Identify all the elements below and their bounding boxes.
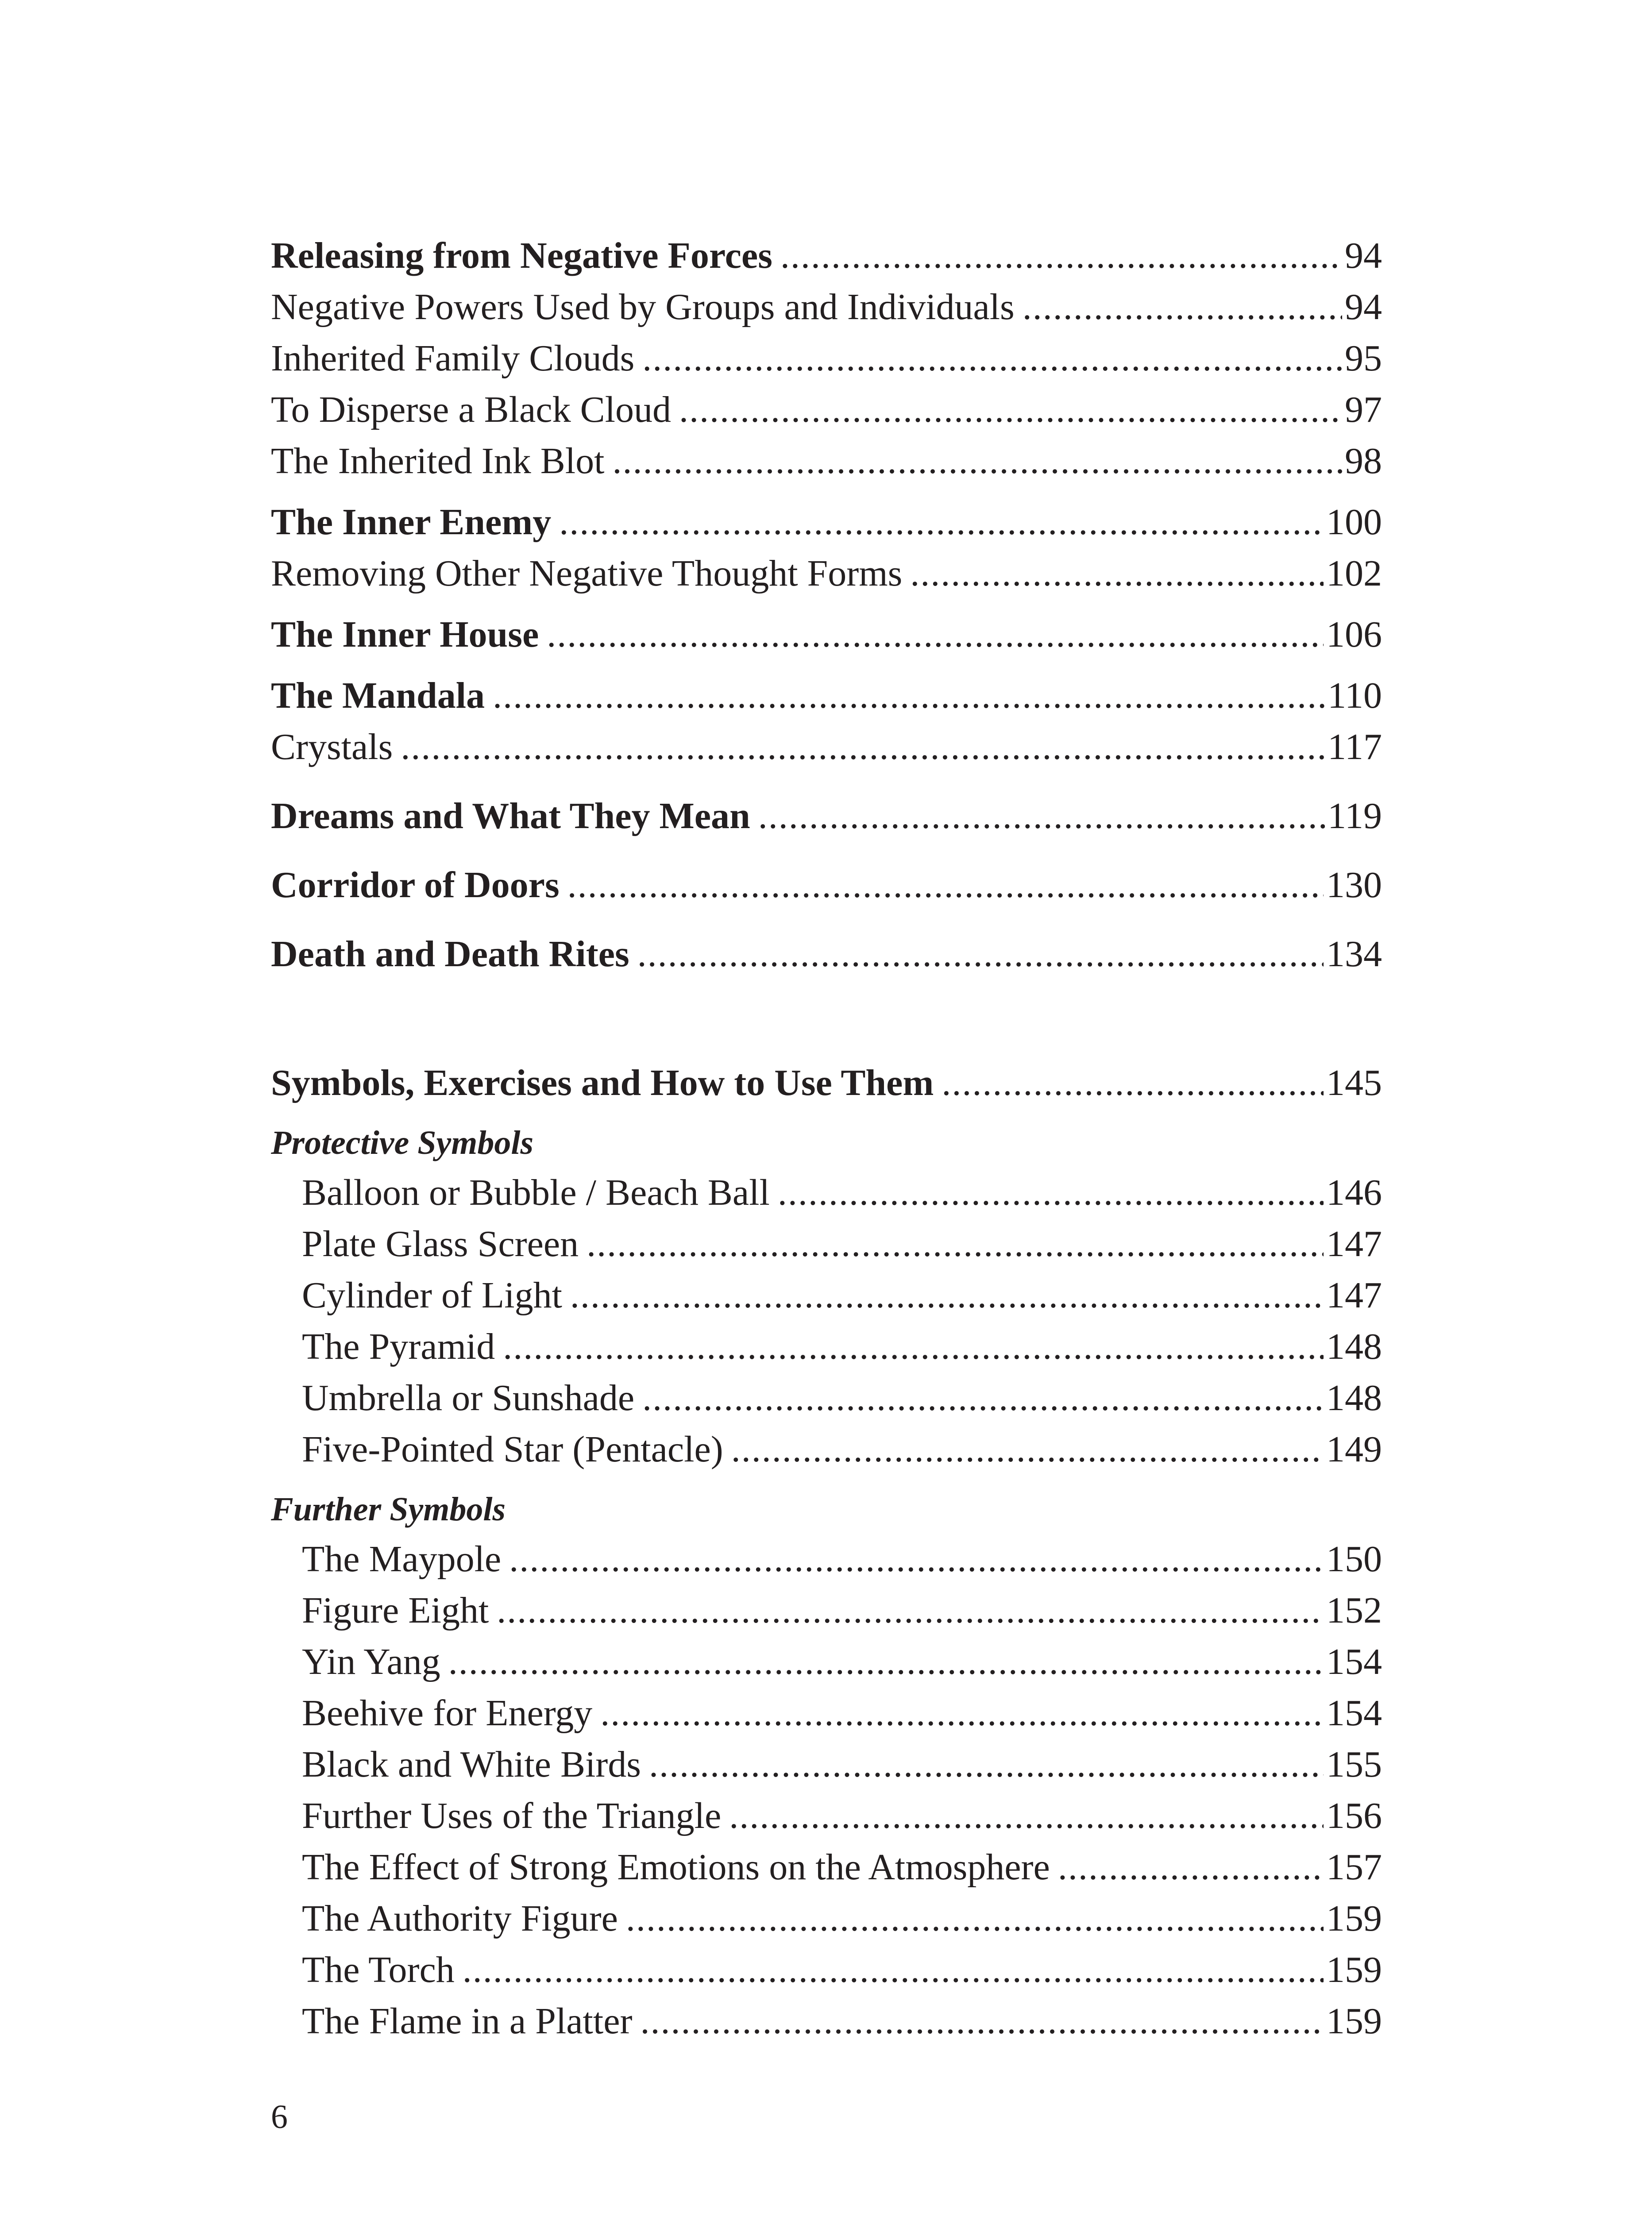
toc-entry-title: Dreams and What They Mean [271, 795, 750, 837]
toc-entry-page: 148 [1326, 1377, 1382, 1419]
dot-leader [780, 230, 1342, 281]
toc-entry-title: The Maypole [302, 1538, 502, 1580]
dot-leader [910, 548, 1324, 599]
toc-entry-page: 148 [1326, 1326, 1382, 1367]
toc-entry-title: Cylinder of Light [302, 1275, 562, 1316]
dot-leader [509, 1534, 1324, 1585]
section-heading: Protective Symbols [271, 1124, 534, 1161]
toc-entry-page: 159 [1326, 1949, 1382, 1990]
toc-entry-page: 146 [1326, 1172, 1382, 1213]
dot-leader [547, 609, 1324, 660]
toc-entry-page: 152 [1326, 1590, 1382, 1631]
toc-entry[interactable] [271, 1842, 1382, 1893]
dot-leader [503, 1321, 1324, 1373]
toc-entry-title: Removing Other Negative Thought Forms [271, 553, 903, 594]
dot-leader [567, 860, 1324, 911]
toc-entry-page: 147 [1326, 1275, 1382, 1316]
page-number: 6 [271, 2098, 288, 2136]
toc-entry-page: 130 [1326, 864, 1382, 906]
toc-entry[interactable] [271, 1636, 1382, 1688]
toc-entry[interactable] [271, 721, 1382, 773]
toc-entry[interactable] [271, 548, 1382, 599]
toc-entry-page: 150 [1326, 1538, 1382, 1580]
toc-entry-title: The Pyramid [302, 1326, 495, 1367]
dot-leader [1023, 281, 1342, 333]
toc-entry-page: 156 [1326, 1795, 1382, 1836]
dot-leader [640, 1996, 1324, 2047]
toc-entry-page: 154 [1326, 1693, 1382, 1734]
dot-leader [649, 1739, 1324, 1790]
toc-entry[interactable] [271, 1057, 1382, 1109]
toc-entry-title: To Disperse a Black Cloud [271, 389, 671, 430]
toc-entry[interactable] [271, 670, 1382, 721]
toc-entry[interactable] [271, 1893, 1382, 1944]
toc-entry-title: Figure Eight [302, 1590, 489, 1631]
toc-entry[interactable] [271, 230, 1382, 281]
toc-entry-page: 149 [1326, 1429, 1382, 1470]
toc-entry[interactable] [271, 1270, 1382, 1321]
toc-entry-title: Five-Pointed Star (Pentacle) [302, 1429, 723, 1470]
dot-leader [642, 333, 1342, 384]
toc-entry-title: The Torch [302, 1949, 455, 1990]
dot-leader [497, 1585, 1324, 1636]
dot-leader [1058, 1842, 1324, 1893]
toc-entry-title: Negative Powers Used by Groups and Individuals [271, 286, 1015, 328]
toc-entry-title: Symbols, Exercises and How to Use Them [271, 1062, 934, 1103]
dot-leader [612, 436, 1342, 487]
toc-entry-page: 97 [1345, 389, 1382, 430]
toc-entry[interactable] [271, 609, 1382, 660]
toc-entry[interactable] [271, 860, 1382, 911]
dot-leader [637, 929, 1324, 980]
toc-entry-page: 94 [1345, 286, 1382, 328]
toc-entry-page: 94 [1345, 235, 1382, 276]
toc-entry-page: 117 [1328, 726, 1382, 767]
dot-leader [679, 384, 1342, 436]
toc-entry-title: Umbrella or Sunshade [302, 1377, 635, 1419]
toc-entry[interactable] [271, 436, 1382, 487]
toc-entry-title: Plate Glass Screen [302, 1223, 579, 1265]
toc-entry[interactable] [271, 1424, 1382, 1475]
toc-entry-title: The Mandala [271, 675, 485, 716]
toc-entry-title: Death and Death Rites [271, 933, 629, 975]
dot-leader [758, 790, 1325, 842]
toc-entry-page: 159 [1326, 2001, 1382, 2042]
toc-entry[interactable] [271, 333, 1382, 384]
table-of-contents [271, 230, 1382, 2047]
toc-entry[interactable] [271, 1218, 1382, 1270]
toc-entry-title: Black and White Birds [302, 1744, 641, 1785]
toc-entry-page: 157 [1326, 1847, 1382, 1888]
toc-entry-title: Releasing from Negative Forces [271, 235, 772, 276]
dot-leader [570, 1270, 1324, 1321]
dot-leader [401, 721, 1325, 773]
toc-entry[interactable] [271, 384, 1382, 436]
toc-entry-title: The Authority Figure [302, 1898, 618, 1939]
toc-entry-page: 147 [1326, 1223, 1382, 1265]
toc-entry-page: 119 [1328, 795, 1382, 837]
toc-entry[interactable] [271, 1739, 1382, 1790]
toc-entry[interactable] [271, 790, 1382, 842]
toc-entry[interactable] [271, 929, 1382, 980]
toc-entry-page: 95 [1345, 338, 1382, 379]
toc-entry-title: Balloon or Bubble / Beach Ball [302, 1172, 770, 1213]
dot-leader [587, 1218, 1324, 1270]
toc-entry-page: 155 [1326, 1744, 1382, 1785]
dot-leader [729, 1790, 1324, 1842]
toc-entry-title: The Effect of Strong Emotions on the Atmosphere [302, 1847, 1050, 1888]
toc-entry-page: 134 [1326, 933, 1382, 975]
toc-entry-title: Inherited Family Clouds [271, 338, 635, 379]
toc-entry-title: Crystals [271, 726, 393, 767]
toc-entry-page: 106 [1326, 614, 1382, 655]
toc-entry-title: Beehive for Energy [302, 1693, 593, 1734]
section-heading: Further Symbols [271, 1491, 506, 1528]
dot-leader [731, 1424, 1324, 1475]
dot-leader [559, 497, 1324, 548]
toc-entry[interactable] [271, 1996, 1382, 2047]
dot-leader [493, 670, 1325, 721]
toc-entry[interactable] [271, 1790, 1382, 1842]
toc-entry-title: Yin Yang [302, 1641, 440, 1682]
toc-entry-title: The Inner House [271, 614, 539, 655]
toc-entry[interactable] [271, 1373, 1382, 1424]
toc-entry-page: 98 [1345, 440, 1382, 482]
toc-entry[interactable] [271, 1534, 1382, 1585]
dot-leader [626, 1893, 1324, 1944]
toc-entry[interactable] [271, 1321, 1382, 1373]
toc-entry[interactable] [271, 1585, 1382, 1636]
toc-entry-page: 100 [1326, 501, 1382, 543]
dot-leader [600, 1688, 1324, 1739]
toc-entry-title: The Flame in a Platter [302, 2001, 633, 2042]
dot-leader [942, 1057, 1324, 1109]
toc-entry[interactable] [271, 1944, 1382, 1996]
dot-leader [778, 1167, 1324, 1218]
toc-entry[interactable] [271, 497, 1382, 548]
dot-leader [463, 1944, 1324, 1996]
toc-entry-page: 159 [1326, 1898, 1382, 1939]
dot-leader [642, 1373, 1324, 1424]
toc-entry-title: The Inner Enemy [271, 501, 552, 543]
toc-entry-page: 110 [1328, 675, 1382, 716]
toc-entry-page: 145 [1326, 1062, 1382, 1103]
toc-entry[interactable] [271, 1167, 1382, 1218]
dot-leader [448, 1636, 1324, 1688]
toc-entry[interactable] [271, 281, 1382, 333]
toc-entry-page: 154 [1326, 1641, 1382, 1682]
toc-entry-title: Further Uses of the Triangle [302, 1795, 722, 1836]
toc-entry-page: 102 [1326, 553, 1382, 594]
toc-entry-title: The Inherited Ink Blot [271, 440, 605, 482]
toc-entry[interactable] [271, 1688, 1382, 1739]
toc-entry-title: Corridor of Doors [271, 864, 560, 906]
